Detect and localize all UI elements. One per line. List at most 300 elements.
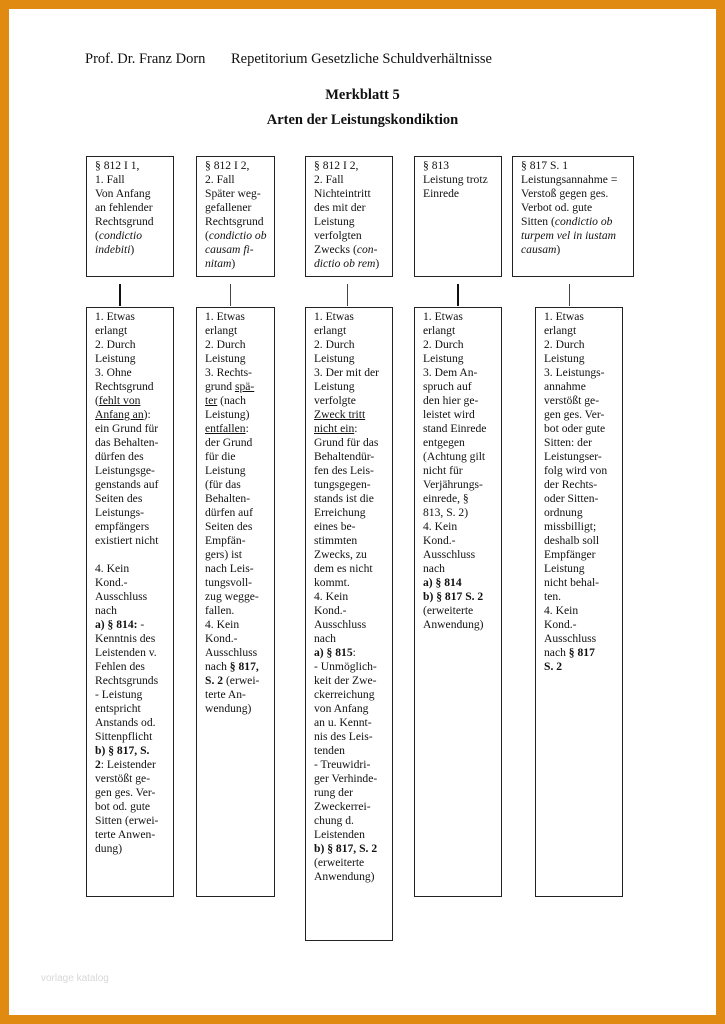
text-run: den hier ge- <box>423 394 479 407</box>
text-run: (erwei- <box>223 674 260 687</box>
text-run: Sittenpflicht <box>95 730 153 743</box>
text-line <box>544 562 622 576</box>
text-line <box>314 730 392 744</box>
text-run: entfallen <box>205 422 246 435</box>
text-run: S. 2 <box>205 674 224 687</box>
text-line <box>205 450 274 464</box>
text-run: causam fi- <box>205 243 254 256</box>
text-run: Ausschluss <box>205 646 258 659</box>
text-run: - <box>137 618 145 631</box>
text-line <box>423 534 501 548</box>
text-run: Anwendung) <box>423 618 484 631</box>
text-run: Leistung) <box>205 408 250 421</box>
text-run: Kenntnis des <box>95 632 156 645</box>
text-run: Anstands od. <box>95 716 156 729</box>
text-run: erlangt <box>95 324 128 337</box>
text-run: a) § 814 <box>423 576 462 589</box>
text-run: Leistung <box>314 352 355 365</box>
text-run: ten. <box>544 590 562 603</box>
text-run: Leistenden <box>314 828 365 841</box>
text-run: des mit der <box>314 201 366 214</box>
text-run: ) <box>130 243 135 256</box>
text-run: verfolgten <box>314 229 362 242</box>
text-line <box>95 464 173 478</box>
text-line <box>314 716 392 730</box>
text-line <box>544 576 622 590</box>
text-run: nicht ein <box>314 422 355 435</box>
text-run: nis des Leis- <box>314 730 373 743</box>
text-line <box>95 730 173 744</box>
text-line <box>314 772 392 786</box>
text-line <box>423 324 501 338</box>
text-line <box>314 618 392 632</box>
text-run: b) § 817, S. <box>95 744 150 757</box>
text-line <box>544 548 622 562</box>
text-line <box>314 590 392 604</box>
text-run: Rechtsgrunds <box>95 674 159 687</box>
text-run: erlangt <box>544 324 577 337</box>
text-line <box>544 324 622 338</box>
text-run: verstößt ge- <box>95 772 151 785</box>
text-run: dürfen des <box>95 450 144 463</box>
text-line <box>95 618 173 632</box>
text-line <box>423 173 501 187</box>
text-run: annahme <box>544 380 586 393</box>
text-line <box>95 352 173 366</box>
text-line <box>205 548 274 562</box>
text-line <box>95 786 173 800</box>
text-run: 2. Durch <box>544 338 585 351</box>
text-run: Behaltendür- <box>314 450 375 463</box>
text-run: spruch auf <box>423 380 472 393</box>
text-run: causam <box>521 243 557 256</box>
text-line <box>205 257 274 271</box>
text-run <box>95 548 98 561</box>
text-line <box>205 576 274 590</box>
col1-detail-box <box>86 307 174 897</box>
text-run: Einrede <box>423 187 460 200</box>
text-line <box>205 243 274 257</box>
text-line <box>314 243 392 257</box>
text-line <box>314 506 392 520</box>
text-run: an fehlender <box>95 201 153 214</box>
col4-detail-text <box>415 308 501 632</box>
text-line <box>423 576 501 590</box>
text-run: Empfän- <box>205 534 246 547</box>
text-run: Zwecks, zu <box>314 548 367 561</box>
text-line <box>95 338 173 352</box>
col5-detail-box <box>535 307 623 897</box>
text-line <box>423 464 501 478</box>
text-line <box>95 590 173 604</box>
header-author: Prof. Dr. Franz Dorn <box>85 51 206 67</box>
text-run: von Anfang <box>314 702 369 715</box>
text-run: a) § 815 <box>314 646 353 659</box>
text-run: leistet wird <box>423 408 475 421</box>
text-run: Leistung <box>95 352 136 365</box>
text-run: (Achtung gilt <box>423 450 486 463</box>
text-run: Leistungser- <box>544 450 602 463</box>
text-run: nitam <box>205 257 232 270</box>
text-line <box>544 380 622 394</box>
text-run: Sitten: der <box>544 436 592 449</box>
text-line <box>521 159 633 173</box>
text-line <box>205 660 274 674</box>
col3-heading-text <box>306 157 392 271</box>
text-run: Ausschluss <box>544 632 597 645</box>
text-line <box>95 716 173 730</box>
text-line <box>423 618 501 632</box>
text-run: 3. Leistungs- <box>544 366 605 379</box>
text-line <box>314 187 392 201</box>
col1-detail-text <box>87 308 173 856</box>
text-line <box>95 520 173 534</box>
text-run: fallen. <box>205 604 235 617</box>
text-line <box>95 324 173 338</box>
text-line <box>95 450 173 464</box>
text-run: Ausschluss <box>95 590 148 603</box>
text-run: gen ges. Ver- <box>95 786 156 799</box>
text-line <box>95 436 173 450</box>
col5-detail-text <box>536 308 622 674</box>
col4-heading-box <box>414 156 502 277</box>
text-run: Leistenden v. <box>95 646 157 659</box>
text-run: a) § 814: <box>95 618 138 631</box>
text-run: 2. Durch <box>95 338 136 351</box>
text-run: 4. Kein <box>205 618 240 631</box>
text-run: 4. Kein <box>95 562 130 575</box>
text-run: an u. Kennt- <box>314 716 372 729</box>
text-line <box>95 534 173 548</box>
text-run: Kond.- <box>95 576 128 589</box>
text-line <box>314 229 392 243</box>
text-line <box>544 618 622 632</box>
text-run: entgegen <box>423 436 465 449</box>
text-line <box>205 646 274 660</box>
col2-detail-text <box>197 308 274 716</box>
text-line <box>314 856 392 870</box>
text-line <box>205 478 274 492</box>
text-run: der Grund <box>205 436 253 449</box>
text-run: das Behalten- <box>95 436 159 449</box>
text-run: Rechtsgrund <box>95 380 154 393</box>
text-run: Ausschluss <box>423 548 476 561</box>
text-run: Seiten des <box>95 492 143 505</box>
text-line <box>314 702 392 716</box>
text-line <box>205 604 274 618</box>
text-line <box>205 201 274 215</box>
text-line <box>423 604 501 618</box>
text-run: folg wird von <box>544 464 608 477</box>
text-line <box>95 646 173 660</box>
text-line <box>314 828 392 842</box>
text-run: fen des Leis- <box>314 464 374 477</box>
text-run: chung d. <box>314 814 354 827</box>
text-line <box>314 422 392 436</box>
text-line <box>314 870 392 884</box>
text-run: Rechtsgrund <box>95 215 154 228</box>
text-run: b) § 817 S. 2 <box>423 590 484 603</box>
text-run: stands ist die <box>314 492 374 505</box>
text-run: grund <box>205 380 235 393</box>
text-line <box>205 229 274 243</box>
text-run: - Treuwidri- <box>314 758 371 771</box>
col2-detail-box <box>196 307 275 897</box>
text-run: Ausschluss <box>314 618 367 631</box>
text-line <box>314 201 392 215</box>
text-line <box>95 800 173 814</box>
col1-heading-box <box>86 156 174 277</box>
text-run: stand Einrede <box>423 422 487 435</box>
text-line <box>521 243 633 257</box>
text-run: S. 2 <box>544 660 563 673</box>
text-run: Leistungs- <box>95 506 144 519</box>
text-run: nach <box>314 632 336 645</box>
text-line <box>205 590 274 604</box>
text-line <box>544 464 622 478</box>
text-run: condictio ob <box>554 215 613 228</box>
text-line <box>423 310 501 324</box>
header-course: Repetitorium Gesetzliche Schuldverhältnisse <box>231 51 492 67</box>
text-line <box>205 492 274 506</box>
text-run: dung) <box>95 842 123 855</box>
text-run: 3. Ohne <box>95 366 132 379</box>
text-line <box>205 506 274 520</box>
text-line <box>205 366 274 380</box>
text-line <box>314 758 392 772</box>
text-line <box>205 618 274 632</box>
sheet-subtitle: Arten der Leistungskondiktion <box>266 112 459 128</box>
text-run: § 817 S. 1 <box>521 159 569 172</box>
text-run: fehlt von <box>98 394 141 407</box>
text-run: 2. Durch <box>314 338 355 351</box>
text-line <box>205 436 274 450</box>
text-run: Verstoß gegen ges. <box>521 187 609 200</box>
text-run: Rechtsgrund <box>205 215 264 228</box>
text-line <box>95 604 173 618</box>
text-run: Leistung <box>205 464 246 477</box>
text-run: dürfen auf <box>205 506 253 519</box>
text-line <box>95 814 173 828</box>
text-line <box>205 187 274 201</box>
text-line <box>423 562 501 576</box>
text-line <box>314 478 392 492</box>
text-run: § 817 <box>568 646 595 659</box>
text-line <box>205 159 274 173</box>
text-line <box>205 702 274 716</box>
text-line <box>95 478 173 492</box>
text-run: 813, S. 2) <box>423 506 469 519</box>
text-line <box>544 492 622 506</box>
text-line <box>423 394 501 408</box>
text-line <box>95 173 173 187</box>
text-line <box>314 173 392 187</box>
text-run: existiert nicht <box>95 534 159 547</box>
text-run: gen ges. Ver- <box>544 408 605 421</box>
text-run: für die <box>205 450 236 463</box>
text-line <box>205 394 274 408</box>
text-line <box>423 450 501 464</box>
col4-connector <box>457 284 459 306</box>
text-line <box>95 842 173 856</box>
text-run: nicht für <box>423 464 463 477</box>
col3-detail-text <box>306 308 392 884</box>
text-line <box>314 366 392 380</box>
text-line <box>423 492 501 506</box>
text-line <box>423 422 501 436</box>
text-line <box>95 702 173 716</box>
text-run: Leistung <box>314 380 355 393</box>
text-line <box>95 660 173 674</box>
text-run: § 812 I 1, <box>95 159 140 172</box>
text-line <box>205 173 274 187</box>
text-run: Zweckerrei- <box>314 800 371 813</box>
text-line <box>314 450 392 464</box>
text-line <box>423 380 501 394</box>
text-line <box>205 674 274 688</box>
text-run: wendung) <box>205 702 252 715</box>
text-run: Seiten des <box>205 520 253 533</box>
text-run: b) § 817, S. 2 <box>314 842 378 855</box>
text-line <box>95 576 173 590</box>
text-run: tungsvoll- <box>205 576 253 589</box>
text-line <box>544 604 622 618</box>
text-line <box>544 534 622 548</box>
text-run: 1. Etwas <box>205 310 245 323</box>
text-run: ckerreichung <box>314 688 375 701</box>
text-line <box>95 187 173 201</box>
text-line <box>314 380 392 394</box>
text-line <box>544 310 622 324</box>
text-run: ordnung <box>544 506 583 519</box>
text-line <box>314 744 392 758</box>
text-run: 2. Durch <box>205 338 246 351</box>
text-line <box>423 520 501 534</box>
text-line <box>314 800 392 814</box>
text-run: Von Anfang <box>95 187 151 200</box>
text-run: Leistung trotz <box>423 173 488 186</box>
text-run: empfängers <box>95 520 150 533</box>
text-line <box>95 201 173 215</box>
text-run: der Rechts- <box>544 478 598 491</box>
text-run: einrede, § <box>423 492 469 505</box>
text-run: 4. Kein <box>423 520 458 533</box>
text-run: 4. Kein <box>314 590 349 603</box>
text-run: Leistungsge- <box>95 464 155 477</box>
text-run: 2. Fall <box>205 173 235 186</box>
text-run: genstands auf <box>95 478 159 491</box>
text-run: stimmten <box>314 534 358 547</box>
text-run: nach <box>205 660 230 673</box>
text-line <box>544 646 622 660</box>
text-run: ) <box>375 257 380 270</box>
text-line <box>423 187 501 201</box>
text-line <box>314 604 392 618</box>
text-run: - Unmöglich- <box>314 660 377 673</box>
text-run: (nach <box>217 394 246 407</box>
text-run: dem es nicht <box>314 562 373 575</box>
text-run: Leistung <box>544 352 585 365</box>
text-line <box>314 688 392 702</box>
sheet-title: Merkblatt 5 <box>325 87 400 103</box>
text-run: : <box>352 646 356 659</box>
text-run: oder Sitten- <box>544 492 599 505</box>
text-line <box>205 310 274 324</box>
text-run: turpem vel in iustam <box>521 229 616 242</box>
text-run: (erweiterte <box>423 604 474 617</box>
text-line <box>423 338 501 352</box>
text-run: (für das <box>205 478 241 491</box>
text-line <box>314 632 392 646</box>
text-run: erlangt <box>314 324 347 337</box>
text-line <box>95 408 173 422</box>
text-line <box>544 338 622 352</box>
text-line <box>423 478 501 492</box>
text-run: nach <box>544 646 569 659</box>
text-line <box>423 590 501 604</box>
text-run: nach <box>95 604 117 617</box>
text-line <box>544 422 622 436</box>
text-line <box>521 173 633 187</box>
text-line <box>423 352 501 366</box>
text-line <box>314 786 392 800</box>
text-run: indebiti <box>95 243 131 256</box>
text-run: Behalten- <box>205 492 251 505</box>
text-line <box>95 366 173 380</box>
text-run: Sitten (erwei- <box>95 814 159 827</box>
text-run: Kond.- <box>205 632 238 645</box>
text-line <box>423 366 501 380</box>
text-run: Verbot od. gute <box>521 201 593 214</box>
text-line <box>314 842 392 856</box>
col1-heading-text <box>87 157 173 257</box>
text-run: Nichteintritt <box>314 187 371 200</box>
text-line <box>544 506 622 520</box>
text-run: eines be- <box>314 520 356 533</box>
text-run: Leistung <box>205 352 246 365</box>
text-run: con- <box>356 243 378 256</box>
text-line <box>423 436 501 450</box>
text-run: : <box>354 422 358 435</box>
text-line <box>314 562 392 576</box>
text-line <box>205 688 274 702</box>
text-line <box>423 506 501 520</box>
text-run: Leistung <box>544 562 585 575</box>
text-line <box>95 674 173 688</box>
text-line <box>205 380 274 394</box>
text-line <box>544 436 622 450</box>
text-run: ter <box>205 394 218 407</box>
text-line <box>95 159 173 173</box>
text-line <box>205 562 274 576</box>
text-line <box>423 408 501 422</box>
text-run: gers) ist <box>205 548 243 561</box>
text-run: keit der Zwe- <box>314 674 377 687</box>
text-line <box>314 464 392 478</box>
text-run: ) <box>556 243 561 256</box>
text-run: zug wegge- <box>205 590 259 603</box>
text-line <box>95 229 173 243</box>
text-run: - Leistung <box>95 688 143 701</box>
col3-detail-box <box>305 307 393 941</box>
text-line <box>95 632 173 646</box>
text-run: spä- <box>234 380 255 393</box>
text-line <box>544 352 622 366</box>
text-run: terte An- <box>205 688 246 701</box>
text-run: bot od. gute <box>95 800 151 813</box>
text-line <box>95 380 173 394</box>
text-line <box>544 478 622 492</box>
